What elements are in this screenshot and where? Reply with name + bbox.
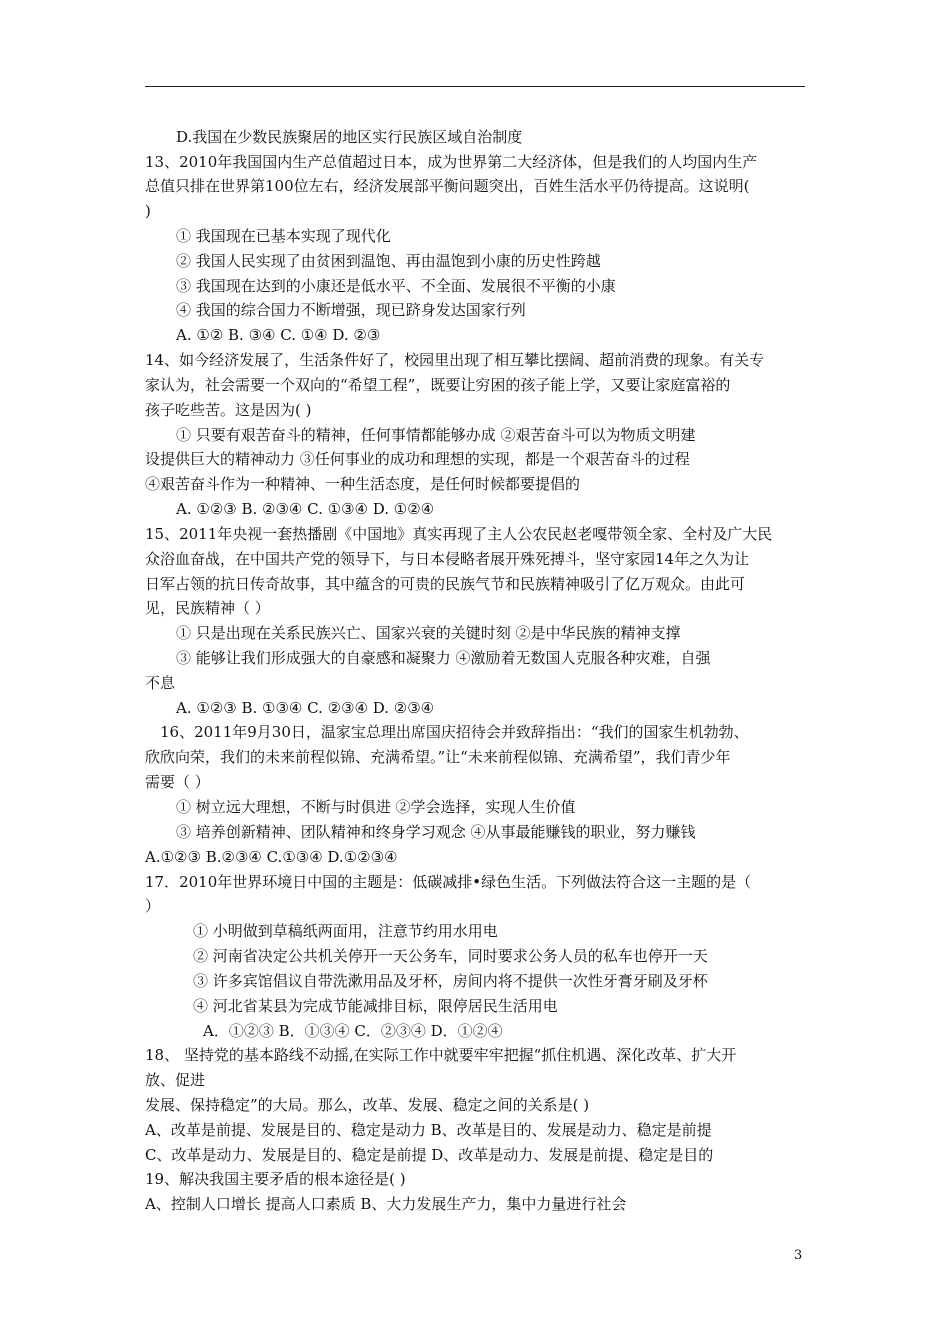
text-line: 日军占领的抗日传奇故事，其中蕴含的可贵的民族气节和民族精神吸引了亿万观众。由此可 [145,575,746,593]
text-line: ① 我国现在已基本实现了现代化 [176,227,391,245]
text-line: 众浴血奋战，在中国共产党的领导下，与日本侵略者展开殊死搏斗，坚守家园14年之久为让 [145,550,750,568]
text-line: ④ 河北省某县为完成节能减排目标，限停居民生活用电 [193,997,558,1015]
text-line: A. ①②③ B. ①③④ C. ②③④ D. ②③④ [176,699,435,717]
text-line: A、改革是前提、发展是目的、稳定是动力 B、改革是目的、发展是动力、稳定是前提 [145,1121,712,1139]
text-line: ③ 培养创新精神、团队精神和终身学习观念 ④从事最能赚钱的职业，努力赚钱 [176,823,696,841]
header-rule [145,86,805,87]
page-number: 3 [794,1248,803,1263]
text-line: 18、 坚持党的基本路线不动摇,在实际工作中就要牢牢把握“抓住机遇、深化改革、扩大开 [145,1046,737,1064]
text-line: 放、促进 [145,1071,206,1089]
text-line: 15、2011年央视一套热播剧《中国地》真实再现了主人公农民赵老嘎带领全家、全村及广大民 [145,525,773,543]
text-line: ① 只是出现在关系民族兴亡、国家兴衰的关键时刻 ②是中华民族的精神支撑 [176,624,681,642]
text-line: 需要（ ） [145,773,210,791]
text-line: ② 我国人民实现了由贫困到温饱、再由温饱到小康的历史性跨越 [176,252,601,270]
text-line: 见，民族精神（ ） [145,599,270,617]
text-line: ③ 许多宾馆倡议自带洗漱用品及牙杯，房间内将不提供一次性牙膏牙刷及牙杯 [193,972,708,990]
text-line: 14、如今经济发展了，生活条件好了，校园里出现了相互攀比摆阔、超前消费的现象。有关专 [145,351,765,369]
text-line: ① 只要有艰苦奋斗的精神，任何事情都能够办成 ②艰苦奋斗可以为物质文明建 [176,426,696,444]
text-line: D.我国在少数民族聚居的地区实行民族区域自治制度 [176,128,523,146]
text-line: A.①②③ B.②③④ C.①③④ D.①②③④ [145,848,398,866]
text-line: A. ①②③ B. ②③④ C. ①③④ D. ①②④ [176,500,435,518]
text-line: 设提供巨大的精神动力 ③任何事业的成功和理想的实现，都是一个艰苦奋斗的过程 [145,450,690,468]
text-line: A、控制人口增长 提高人口素质 B、大力发展生产力，集中力量进行社会 [145,1195,627,1213]
text-line: 欣欣向荣，我们的未来前程似锦、充满希望。”让“未来前程似锦、充满希望”，我们青少年 [145,748,731,766]
text-line: 不息 [145,674,176,692]
text-line: 16、2011年9月30日，温家宝总理出席国庆招待会并致辞指出：“我们的国家生机勃勃、 [160,723,749,741]
text-line: ① 小明做到草稿纸两面用，注意节约用水用电 [193,922,498,940]
text-line: 发展、保持稳定”的大局。那么，改革、发展、稳定之间的关系是( ) [145,1096,590,1114]
text-line: A．①②③ B．①③④ C．②③④ D．①②④ [203,1022,503,1040]
text-line: ） [145,897,161,915]
text-line: ③ 能够让我们形成强大的自豪感和凝聚力 ④激励着无数国人克服各种灾难，自强 [176,649,711,667]
text-line: ③ 我国现在达到的小康还是低水平、不全面、发展很不平衡的小康 [176,277,616,295]
text-line: ) [145,202,151,220]
text-line: 19、解决我国主要矛盾的根本途径是( ) [145,1170,406,1188]
text-line: ④艰苦奋斗作为一种精神、一种生活态度，是任何时候都要提倡的 [145,475,581,493]
text-line: 家认为，社会需要一个双向的“希望工程”，既要让穷困的孩子能上学，又要让家庭富裕的 [145,376,731,394]
text-line: 孩子吃些苦。这是因为( ) [145,401,312,419]
text-line: A. ①② B. ③④ C. ①④ D. ②③ [176,326,381,344]
text-line: C、改革是动力、发展是目的、稳定是前提 D、改革是动力、发展是前提、稳定是目的 [145,1146,714,1164]
text-line: 总值只排在世界第100位左右，经济发展部平衡问题突出，百姓生活水平仍待提高。这说明( [145,177,750,195]
text-line: ① 树立远大理想，不断与时俱进 ②学会选择，实现人生价值 [176,798,576,816]
text-line: ④ 我国的综合国力不断增强，现已跻身发达国家行列 [176,301,526,319]
text-line: 17．2010年世界环境日中国的主题是：低碳减排•绿色生活。下列做法符合这一主题的是（ [145,873,752,891]
text-line: 13、2010年我国国内生产总值超过日本，成为世界第二大经济体，但是我们的人均国内生产 [145,153,758,171]
text-line: ② 河南省决定公共机关停开一天公务车，同时要求公务人员的私车也停开一天 [193,947,708,965]
